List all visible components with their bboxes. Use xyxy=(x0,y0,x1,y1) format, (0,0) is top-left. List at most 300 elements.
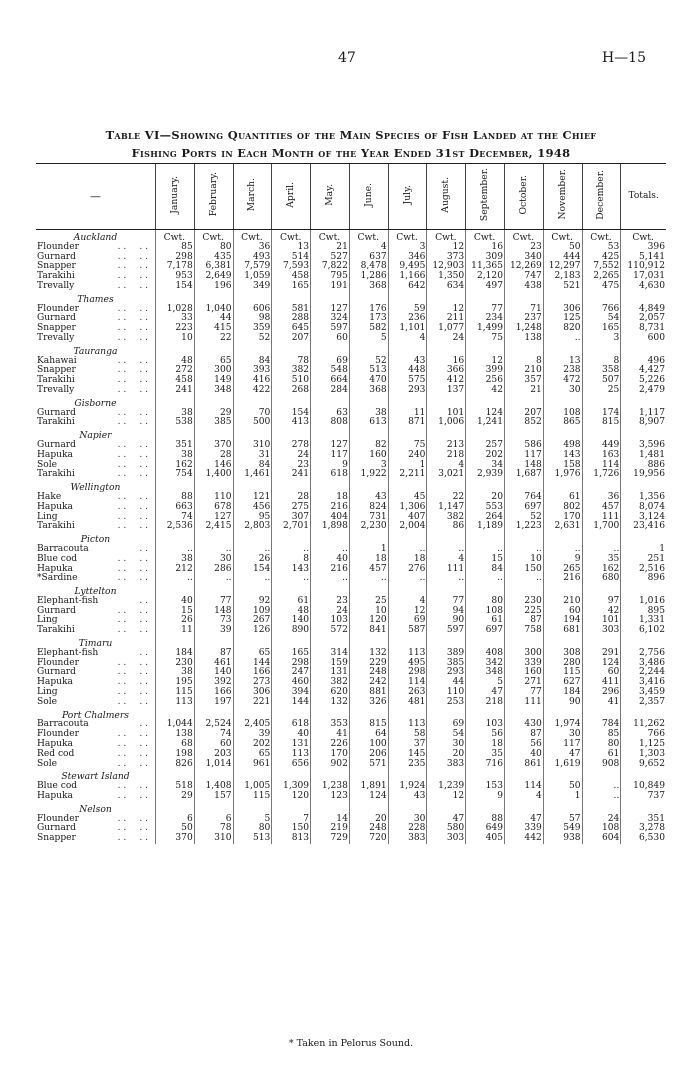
month-cell: 132 xyxy=(349,649,388,659)
table-row xyxy=(36,574,666,584)
month-cell: 48 xyxy=(272,607,311,617)
species-name: Trevally xyxy=(37,280,75,291)
species-name: Gurnard xyxy=(37,407,76,418)
page-reference: H—15 xyxy=(601,50,646,66)
unit-label: Cwt. xyxy=(155,230,194,243)
month-cell: 60 xyxy=(194,740,233,750)
spacer-cell xyxy=(155,532,194,545)
spacer-cell xyxy=(233,802,272,815)
col-february xyxy=(194,164,233,230)
month-cell: 148 xyxy=(194,607,233,617)
month-cell: 14 xyxy=(311,815,350,825)
month-cell: 514 xyxy=(272,253,311,263)
month-cell: 293 xyxy=(388,386,427,396)
month-cell: 42 xyxy=(582,607,621,617)
month-cell: 444 xyxy=(543,253,582,263)
spacer-cell xyxy=(543,636,582,649)
spacer-cell xyxy=(505,344,544,357)
month-cell: 191 xyxy=(311,282,350,292)
month-cell: 101 xyxy=(427,409,466,419)
total-cell: 6,530 xyxy=(621,834,666,844)
month-cell: 627 xyxy=(543,678,582,688)
month-cell: 457 xyxy=(582,503,621,513)
month-cell: 1,922 xyxy=(349,470,388,480)
leader-dots: . . xyxy=(117,469,127,480)
species-name: Hapuka xyxy=(37,677,73,688)
month-cell: 326 xyxy=(349,698,388,708)
col-september xyxy=(466,164,505,230)
total-cell: 8,907 xyxy=(621,418,666,428)
month-cell: 300 xyxy=(194,366,233,376)
month-cell: 30 xyxy=(427,740,466,750)
month-cell: 18 xyxy=(311,493,350,503)
total-cell: 3,416 xyxy=(621,678,666,688)
leader-dots: . . xyxy=(139,280,149,291)
total-cell: 5,226 xyxy=(621,376,666,386)
month-cell: 48 xyxy=(155,357,194,367)
month-cell: 120 xyxy=(272,792,311,802)
month-cell: 228 xyxy=(388,824,427,834)
month-cell: 150 xyxy=(505,565,544,575)
col-april xyxy=(272,164,311,230)
month-cell: 7 xyxy=(272,815,311,825)
month-cell: 150 xyxy=(272,824,311,834)
spacer-cell xyxy=(233,584,272,597)
spacer-cell xyxy=(505,480,544,493)
species-name: Ling xyxy=(37,687,58,698)
month-cell: 40 xyxy=(272,730,311,740)
leader-dots: . . xyxy=(117,781,127,792)
unit-label: Cwt. xyxy=(272,230,311,243)
port-heading-row xyxy=(36,396,666,409)
total-cell: 737 xyxy=(621,792,666,802)
month-cell: 38 xyxy=(155,555,194,565)
month-cell: 393 xyxy=(233,366,272,376)
unit-label: Cwt. xyxy=(427,230,466,243)
month-cell: 513 xyxy=(233,834,272,844)
species-name: Trevally xyxy=(37,384,75,395)
spacer-cell xyxy=(272,396,311,409)
total-cell: 1,016 xyxy=(621,597,666,607)
month-cell: 126 xyxy=(233,626,272,636)
month-cell: 211 xyxy=(427,314,466,324)
spacer-cell xyxy=(505,396,544,409)
col-label: August. xyxy=(440,176,452,213)
total-cell: 895 xyxy=(621,607,666,617)
month-cell: 87 xyxy=(194,649,233,659)
leader-dots: . . xyxy=(117,615,127,626)
month-cell: 137 xyxy=(427,386,466,396)
month-cell: 75 xyxy=(466,334,505,344)
month-cell: 77 xyxy=(466,305,505,315)
month-cell: 370 xyxy=(194,441,233,451)
spacer-cell xyxy=(155,480,194,493)
month-cell: 634 xyxy=(427,282,466,292)
month-cell: 170 xyxy=(543,513,582,523)
month-cell: 127 xyxy=(311,305,350,315)
month-cell: 382 xyxy=(311,678,350,688)
spacer-cell xyxy=(466,292,505,305)
month-cell: 229 xyxy=(349,659,388,669)
month-cell: 165 xyxy=(582,324,621,334)
leader-dots: . . xyxy=(117,833,127,844)
month-cell: 80 xyxy=(582,740,621,750)
month-cell: 30 xyxy=(194,555,233,565)
leader-dots: . . xyxy=(117,365,127,376)
species-name: Hapuka xyxy=(37,449,73,460)
month-cell: 50 xyxy=(543,782,582,792)
month-cell: 247 xyxy=(272,668,311,678)
spacer-cell xyxy=(427,344,466,357)
month-cell: 144 xyxy=(272,698,311,708)
month-cell: 30 xyxy=(543,730,582,740)
month-cell: 7,579 xyxy=(233,262,272,272)
month-cell: 77 xyxy=(427,597,466,607)
month-cell: .. xyxy=(388,545,427,555)
month-cell: 348 xyxy=(466,668,505,678)
spacer-cell xyxy=(349,584,388,597)
month-cell: 111 xyxy=(505,698,544,708)
month-cell: 766 xyxy=(582,305,621,315)
spacer-cell xyxy=(194,396,233,409)
month-cell: 649 xyxy=(466,824,505,834)
month-cell: 758 xyxy=(505,626,544,636)
month-cell: 39 xyxy=(233,730,272,740)
month-cell: 303 xyxy=(427,834,466,844)
month-cell: 268 xyxy=(272,386,311,396)
month-cell: 1,239 xyxy=(427,782,466,792)
spacer-cell xyxy=(233,480,272,493)
month-cell: 795 xyxy=(311,272,350,282)
leader-dots: . . xyxy=(117,729,127,740)
month-cell: 407 xyxy=(388,513,427,523)
month-cell: 237 xyxy=(505,314,544,324)
month-cell: 298 xyxy=(155,253,194,263)
month-cell: 159 xyxy=(311,659,350,669)
month-cell: .. xyxy=(505,574,544,584)
month-cell: 366 xyxy=(427,366,466,376)
month-cell: 310 xyxy=(194,834,233,844)
month-cell: 442 xyxy=(505,834,544,844)
month-cell: 73 xyxy=(194,616,233,626)
month-cell: 7,178 xyxy=(155,262,194,272)
month-cell: 234 xyxy=(466,314,505,324)
species-name: Snapper xyxy=(37,261,76,272)
leader-dots: . . xyxy=(139,739,149,750)
month-cell: 77 xyxy=(505,688,544,698)
month-cell: 340 xyxy=(505,253,544,263)
month-cell: 146 xyxy=(194,461,233,471)
spacer-cell xyxy=(466,344,505,357)
month-cell: 1,309 xyxy=(272,782,311,792)
table-title xyxy=(36,126,666,162)
month-cell: 43 xyxy=(388,792,427,802)
col-march xyxy=(233,164,272,230)
month-cell: 493 xyxy=(233,253,272,263)
month-cell: 25 xyxy=(582,386,621,396)
month-cell: 97 xyxy=(582,597,621,607)
month-cell: 56 xyxy=(505,740,544,750)
species-name: Flounder xyxy=(37,813,79,824)
total-cell: 600 xyxy=(621,334,666,344)
table-row xyxy=(36,792,666,802)
spacer-cell xyxy=(233,344,272,357)
month-cell: 575 xyxy=(388,376,427,386)
species-name: Tarakihi xyxy=(37,521,75,532)
month-cell: 240 xyxy=(388,451,427,461)
month-cell: 1,028 xyxy=(155,305,194,315)
month-cell: 25 xyxy=(349,597,388,607)
month-cell: 213 xyxy=(427,441,466,451)
leader-dots: . . xyxy=(117,417,127,428)
month-cell: 110 xyxy=(194,493,233,503)
spacer-cell xyxy=(543,396,582,409)
month-cell: 241 xyxy=(155,386,194,396)
month-cell: 716 xyxy=(466,760,505,770)
month-cell: 74 xyxy=(155,513,194,523)
species-name: Snapper xyxy=(37,323,76,334)
month-cell: 44 xyxy=(194,314,233,324)
total-cell: 5,141 xyxy=(621,253,666,263)
month-cell: 120 xyxy=(349,616,388,626)
month-cell: 95 xyxy=(233,513,272,523)
month-cell: 731 xyxy=(349,513,388,523)
total-cell: 8,731 xyxy=(621,324,666,334)
leader-dots: . . xyxy=(117,823,127,834)
header-dash: — xyxy=(36,164,155,230)
month-cell: 30 xyxy=(543,386,582,396)
month-cell: 275 xyxy=(272,503,311,513)
month-cell: 41 xyxy=(582,698,621,708)
col-label: September. xyxy=(479,168,491,222)
month-cell: 163 xyxy=(582,451,621,461)
month-cell: 507 xyxy=(582,376,621,386)
leader-dots: . . xyxy=(139,696,149,707)
month-cell: 852 xyxy=(505,418,544,428)
unit-label: Cwt. xyxy=(349,230,388,243)
month-cell: 720 xyxy=(349,834,388,844)
total-cell: 3,596 xyxy=(621,441,666,451)
month-cell: 11,365 xyxy=(466,262,505,272)
month-cell: 404 xyxy=(311,513,350,523)
spacer-cell xyxy=(427,584,466,597)
spacer-cell xyxy=(311,292,350,305)
month-cell: 85 xyxy=(155,243,194,253)
month-cell: 613 xyxy=(349,418,388,428)
month-cell: 2,939 xyxy=(466,470,505,480)
month-cell: 218 xyxy=(427,451,466,461)
month-cell: 1,408 xyxy=(194,782,233,792)
month-cell: 581 xyxy=(272,305,311,315)
month-cell: 357 xyxy=(505,376,544,386)
month-cell: 385 xyxy=(427,659,466,669)
month-cell: 389 xyxy=(427,649,466,659)
month-cell: 131 xyxy=(311,668,350,678)
port-heading-row xyxy=(36,636,666,649)
month-cell: 87 xyxy=(505,730,544,740)
spacer-cell xyxy=(272,636,311,649)
month-cell: 153 xyxy=(466,782,505,792)
month-cell: 2,536 xyxy=(155,522,194,532)
month-cell: 124 xyxy=(582,659,621,669)
month-cell: 3 xyxy=(349,461,388,471)
leader-dots: . . xyxy=(139,748,149,759)
month-cell: 85 xyxy=(582,730,621,740)
month-cell: 16 xyxy=(466,243,505,253)
unit-label: Cwt. xyxy=(582,230,621,243)
month-cell: 1,976 xyxy=(543,470,582,480)
month-cell: 518 xyxy=(155,782,194,792)
month-cell: 1 xyxy=(349,545,388,555)
leader-dots: . . xyxy=(139,491,149,502)
month-cell: 1,006 xyxy=(427,418,466,428)
spacer-cell xyxy=(543,584,582,597)
month-cell: 10 xyxy=(505,555,544,565)
month-cell: 286 xyxy=(194,565,233,575)
month-cell: 1,499 xyxy=(466,324,505,334)
month-cell: 253 xyxy=(427,698,466,708)
month-cell: 198 xyxy=(155,750,194,760)
month-cell: 448 xyxy=(388,366,427,376)
month-cell: 273 xyxy=(233,678,272,688)
month-cell: 43 xyxy=(388,357,427,367)
month-cell: 124 xyxy=(466,409,505,419)
month-cell: 38 xyxy=(155,409,194,419)
total-cell: 1,356 xyxy=(621,493,666,503)
month-cell: 110 xyxy=(427,688,466,698)
leader-dots: . . xyxy=(139,657,149,668)
spacer-cell xyxy=(233,292,272,305)
month-cell: 815 xyxy=(349,720,388,730)
species-name: Gurnard xyxy=(37,823,76,834)
species-name: Flounder xyxy=(37,657,79,668)
month-cell: 143 xyxy=(272,565,311,575)
month-cell: .. xyxy=(311,574,350,584)
species-name: Blue cod xyxy=(37,553,78,564)
month-cell: 23 xyxy=(272,461,311,471)
month-cell: .. xyxy=(155,545,194,555)
month-cell: 69 xyxy=(311,357,350,367)
month-cell: 216 xyxy=(311,503,350,513)
species-name: Hapuka xyxy=(37,791,73,802)
spacer-cell xyxy=(543,480,582,493)
month-cell: 12,269 xyxy=(505,262,544,272)
leader-dots: . . xyxy=(139,719,149,730)
month-cell: 2,211 xyxy=(388,470,427,480)
month-cell: 815 xyxy=(582,418,621,428)
month-cell: 28 xyxy=(272,493,311,503)
month-cell: 314 xyxy=(311,649,350,659)
month-cell: 306 xyxy=(233,688,272,698)
spacer-cell xyxy=(621,584,666,597)
month-cell: .. xyxy=(388,574,427,584)
month-cell: .. xyxy=(272,545,311,555)
table-row xyxy=(36,522,666,532)
port-name: Port Chalmers xyxy=(62,709,129,721)
month-cell: 28 xyxy=(194,451,233,461)
month-cell: 22 xyxy=(194,334,233,344)
month-cell: 263 xyxy=(388,688,427,698)
month-cell: 92 xyxy=(233,597,272,607)
port-heading-row xyxy=(36,532,666,545)
month-cell: 173 xyxy=(349,314,388,324)
month-cell: 202 xyxy=(466,451,505,461)
month-cell: 8 xyxy=(272,555,311,565)
month-cell: 207 xyxy=(505,409,544,419)
month-cell: 230 xyxy=(155,659,194,669)
leader-dots: . . xyxy=(117,667,127,678)
month-cell: 308 xyxy=(543,649,582,659)
month-cell: 5 xyxy=(349,334,388,344)
month-cell: 223 xyxy=(155,324,194,334)
leader-dots: . . xyxy=(117,261,127,272)
leader-dots: . . xyxy=(117,313,127,324)
month-cell: 20 xyxy=(427,750,466,760)
month-cell: 1,400 xyxy=(194,470,233,480)
month-cell: 2,631 xyxy=(543,522,582,532)
month-cell: 413 xyxy=(272,418,311,428)
month-cell: 296 xyxy=(582,688,621,698)
month-cell: 411 xyxy=(582,678,621,688)
month-cell: 7,593 xyxy=(272,262,311,272)
month-cell: 9 xyxy=(311,461,350,471)
leader-dots: . . xyxy=(117,758,127,769)
month-cell: 382 xyxy=(427,513,466,523)
leader-dots: . . xyxy=(139,469,149,480)
month-cell: 15 xyxy=(155,607,194,617)
leader-dots: . . xyxy=(117,573,127,584)
port-name: Gisborne xyxy=(74,397,117,409)
species-name: Snapper xyxy=(37,833,76,844)
leader-dots: . . xyxy=(139,303,149,314)
spacer-cell xyxy=(349,480,388,493)
month-cell: 113 xyxy=(388,720,427,730)
month-cell: 108 xyxy=(466,607,505,617)
month-cell: 23 xyxy=(505,243,544,253)
leader-dots: . . xyxy=(117,813,127,824)
spacer-cell xyxy=(349,344,388,357)
month-cell: 4 xyxy=(349,243,388,253)
unit-label: Cwt. xyxy=(621,230,666,243)
port-name: Picton xyxy=(80,534,111,546)
month-cell: 351 xyxy=(155,441,194,451)
month-cell: 166 xyxy=(194,688,233,698)
total-cell: 4,849 xyxy=(621,305,666,315)
leader-dots: . . xyxy=(117,355,127,366)
month-cell: 90 xyxy=(427,616,466,626)
col-label: February. xyxy=(207,172,219,217)
leader-dots: . . xyxy=(139,813,149,824)
month-cell: 11 xyxy=(155,626,194,636)
month-cell: 124 xyxy=(349,792,388,802)
month-cell: 383 xyxy=(388,834,427,844)
month-cell: 953 xyxy=(155,272,194,282)
leader-dots: . . xyxy=(117,491,127,502)
total-cell: 3,278 xyxy=(621,824,666,834)
port-name: Stewart Island xyxy=(61,771,130,783)
month-cell: 813 xyxy=(272,834,311,844)
species-name: Tarakihi xyxy=(37,417,75,428)
unit-label: Cwt. xyxy=(233,230,272,243)
month-cell: 422 xyxy=(233,386,272,396)
month-cell: 36 xyxy=(233,243,272,253)
col-july xyxy=(388,164,427,230)
port-heading-row xyxy=(36,292,666,305)
leader-dots: . . xyxy=(139,241,149,252)
month-cell: 170 xyxy=(311,750,350,760)
col-january xyxy=(155,164,194,230)
month-cell: 108 xyxy=(543,409,582,419)
